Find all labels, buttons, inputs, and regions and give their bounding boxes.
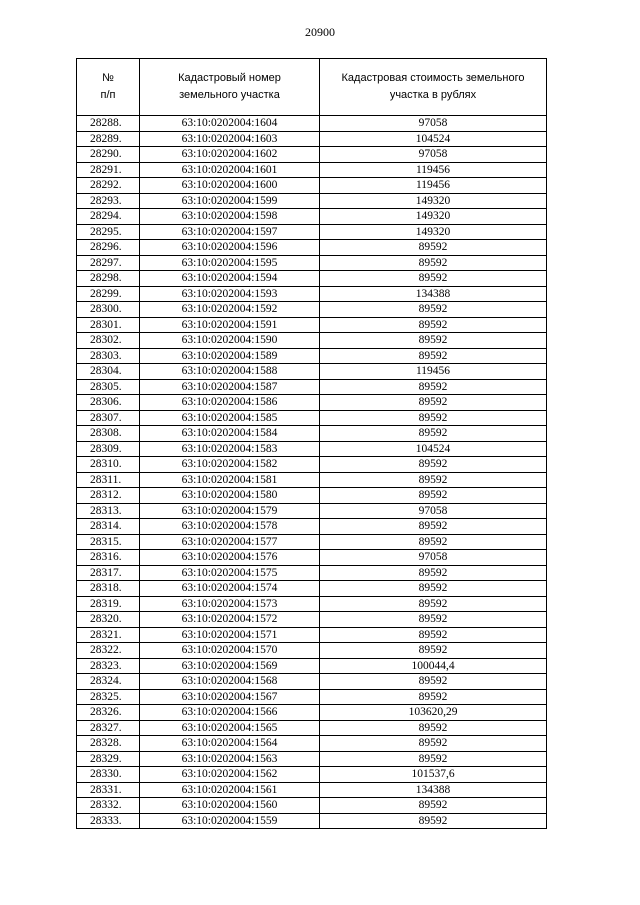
cadastral-value: 89592 (320, 302, 547, 318)
row-index: 28302. (77, 333, 140, 349)
cadastral-value: 89592 (320, 240, 547, 256)
cadastral-number: 63:10:0202004:1592 (140, 302, 320, 318)
row-index: 28304. (77, 364, 140, 380)
row-index: 28305. (77, 379, 140, 395)
cadastral-number: 63:10:0202004:1586 (140, 395, 320, 411)
cadastral-number: 63:10:0202004:1604 (140, 116, 320, 132)
cadastral-value: 89592 (320, 751, 547, 767)
row-index: 28317. (77, 565, 140, 581)
cadastral-number: 63:10:0202004:1567 (140, 689, 320, 705)
cadastral-value: 97058 (320, 116, 547, 132)
cadastral-value-table (76, 58, 547, 829)
cadastral-number: 63:10:0202004:1593 (140, 286, 320, 302)
cadastral-value: 149320 (320, 209, 547, 225)
table-row (77, 534, 547, 550)
header-cadastral-number (140, 59, 320, 116)
row-index: 28312. (77, 488, 140, 504)
row-index: 28321. (77, 627, 140, 643)
row-index: 28330. (77, 767, 140, 783)
cadastral-value: 119456 (320, 178, 547, 194)
row-index: 28326. (77, 705, 140, 721)
row-index: 28315. (77, 534, 140, 550)
table-row (77, 255, 547, 271)
cadastral-number: 63:10:0202004:1594 (140, 271, 320, 287)
table-row (77, 596, 547, 612)
row-index: 28306. (77, 395, 140, 411)
cadastral-number: 63:10:0202004:1583 (140, 441, 320, 457)
cadastral-number: 63:10:0202004:1561 (140, 782, 320, 798)
table-row (77, 348, 547, 364)
table-row (77, 472, 547, 488)
table-row (77, 395, 547, 411)
cadastral-value: 104524 (320, 441, 547, 457)
cadastral-value: 89592 (320, 472, 547, 488)
cadastral-number: 63:10:0202004:1573 (140, 596, 320, 612)
table-row (77, 689, 547, 705)
table-row (77, 457, 547, 473)
table-row (77, 317, 547, 333)
cadastral-number: 63:10:0202004:1597 (140, 224, 320, 240)
cadastral-number: 63:10:0202004:1572 (140, 612, 320, 628)
table-row (77, 736, 547, 752)
row-index: 28320. (77, 612, 140, 628)
cadastral-number: 63:10:0202004:1596 (140, 240, 320, 256)
cadastral-number: 63:10:0202004:1574 (140, 581, 320, 597)
table-row (77, 162, 547, 178)
cadastral-value: 119456 (320, 162, 547, 178)
table-row (77, 286, 547, 302)
row-index: 28293. (77, 193, 140, 209)
header-index (77, 59, 140, 116)
table-row (77, 131, 547, 147)
cadastral-number: 63:10:0202004:1584 (140, 426, 320, 442)
cadastral-value: 89592 (320, 612, 547, 628)
row-index: 28299. (77, 286, 140, 302)
row-index: 28292. (77, 178, 140, 194)
cadastral-value: 119456 (320, 364, 547, 380)
table-row (77, 193, 547, 209)
table-row (77, 565, 547, 581)
cadastral-value: 89592 (320, 813, 547, 829)
page-number: 20900 (305, 25, 335, 39)
cadastral-value: 104524 (320, 131, 547, 147)
table-row (77, 798, 547, 814)
row-index: 28323. (77, 658, 140, 674)
row-index: 28308. (77, 426, 140, 442)
cadastral-value: 149320 (320, 224, 547, 240)
cadastral-value: 149320 (320, 193, 547, 209)
header-cadastral-value (320, 59, 547, 116)
cadastral-number: 63:10:0202004:1582 (140, 457, 320, 473)
row-index: 28327. (77, 720, 140, 736)
row-index: 28316. (77, 550, 140, 566)
cadastral-number: 63:10:0202004:1587 (140, 379, 320, 395)
row-index: 28313. (77, 503, 140, 519)
table-row (77, 519, 547, 535)
cadastral-value: 89592 (320, 720, 547, 736)
cadastral-number: 63:10:0202004:1588 (140, 364, 320, 380)
row-index: 28295. (77, 224, 140, 240)
cadastral-value: 89592 (320, 333, 547, 349)
cadastral-value: 89592 (320, 643, 547, 659)
row-index: 28298. (77, 271, 140, 287)
cadastral-number: 63:10:0202004:1599 (140, 193, 320, 209)
cadastral-value: 97058 (320, 147, 547, 163)
cadastral-value: 89592 (320, 317, 547, 333)
row-index: 28294. (77, 209, 140, 225)
cadastral-number: 63:10:0202004:1603 (140, 131, 320, 147)
cadastral-value: 97058 (320, 503, 547, 519)
cadastral-value: 103620,29 (320, 705, 547, 721)
cadastral-value: 89592 (320, 426, 547, 442)
cadastral-value: 89592 (320, 488, 547, 504)
table-row (77, 705, 547, 721)
cadastral-number: 63:10:0202004:1575 (140, 565, 320, 581)
table-row (77, 550, 547, 566)
cadastral-value: 89592 (320, 348, 547, 364)
header-cadastral-value-line-2: участка в рублях (389, 89, 477, 101)
cadastral-number: 63:10:0202004:1580 (140, 488, 320, 504)
row-index: 28288. (77, 116, 140, 132)
header-row (77, 59, 547, 116)
cadastral-value: 89592 (320, 410, 547, 426)
table-row (77, 627, 547, 643)
cadastral-value: 134388 (320, 782, 547, 798)
header-cadastral-number-line-2: земельного участка (179, 89, 280, 101)
cadastral-number: 63:10:0202004:1568 (140, 674, 320, 690)
cadastral-number: 63:10:0202004:1566 (140, 705, 320, 721)
row-index: 28296. (77, 240, 140, 256)
cadastral-number: 63:10:0202004:1579 (140, 503, 320, 519)
cadastral-number: 63:10:0202004:1560 (140, 798, 320, 814)
row-index: 28300. (77, 302, 140, 318)
row-index: 28331. (77, 782, 140, 798)
row-index: 28310. (77, 457, 140, 473)
table-row (77, 271, 547, 287)
table-row (77, 658, 547, 674)
row-index: 28309. (77, 441, 140, 457)
table-row (77, 503, 547, 519)
table-header (77, 59, 547, 116)
cadastral-value: 134388 (320, 286, 547, 302)
cadastral-value: 89592 (320, 627, 547, 643)
row-index: 28314. (77, 519, 140, 535)
cadastral-number: 63:10:0202004:1590 (140, 333, 320, 349)
header-cadastral-number-line-1: Кадастровый номер (178, 72, 281, 84)
cadastral-number: 63:10:0202004:1600 (140, 178, 320, 194)
cadastral-value: 89592 (320, 379, 547, 395)
table-row (77, 441, 547, 457)
table-row (77, 426, 547, 442)
table-row (77, 209, 547, 225)
row-index: 28319. (77, 596, 140, 612)
table-row (77, 379, 547, 395)
table-row (77, 116, 547, 132)
cadastral-number: 63:10:0202004:1569 (140, 658, 320, 674)
cadastral-number: 63:10:0202004:1570 (140, 643, 320, 659)
cadastral-value: 97058 (320, 550, 547, 566)
row-index: 28303. (77, 348, 140, 364)
cadastral-number: 63:10:0202004:1581 (140, 472, 320, 488)
row-index: 28322. (77, 643, 140, 659)
row-index: 28289. (77, 131, 140, 147)
cadastral-number: 63:10:0202004:1591 (140, 317, 320, 333)
cadastral-number: 63:10:0202004:1601 (140, 162, 320, 178)
cadastral-number: 63:10:0202004:1578 (140, 519, 320, 535)
cadastral-value: 89592 (320, 271, 547, 287)
table-row (77, 720, 547, 736)
cadastral-number: 63:10:0202004:1577 (140, 534, 320, 550)
row-index: 28291. (77, 162, 140, 178)
cadastral-value: 89592 (320, 255, 547, 271)
table-row (77, 767, 547, 783)
cadastral-value: 89592 (320, 798, 547, 814)
row-index: 28329. (77, 751, 140, 767)
cadastral-number: 63:10:0202004:1585 (140, 410, 320, 426)
table-row (77, 612, 547, 628)
row-index: 28333. (77, 813, 140, 829)
table-row (77, 147, 547, 163)
cadastral-number: 63:10:0202004:1559 (140, 813, 320, 829)
table-row (77, 488, 547, 504)
cadastral-value: 89592 (320, 457, 547, 473)
table-row (77, 643, 547, 659)
cadastral-number: 63:10:0202004:1576 (140, 550, 320, 566)
cadastral-value: 89592 (320, 519, 547, 535)
cadastral-number: 63:10:0202004:1562 (140, 767, 320, 783)
row-index: 28318. (77, 581, 140, 597)
cadastral-value: 100044,4 (320, 658, 547, 674)
table-row (77, 302, 547, 318)
table-row (77, 224, 547, 240)
table-row (77, 674, 547, 690)
cadastral-number: 63:10:0202004:1564 (140, 736, 320, 752)
cadastral-value: 89592 (320, 565, 547, 581)
table-row (77, 364, 547, 380)
cadastral-number: 63:10:0202004:1571 (140, 627, 320, 643)
cadastral-number: 63:10:0202004:1565 (140, 720, 320, 736)
table-row (77, 410, 547, 426)
header-cadastral-value-line-1: Кадастровая стоимость земельного (341, 72, 525, 84)
cadastral-number: 63:10:0202004:1595 (140, 255, 320, 271)
cadastral-value: 89592 (320, 674, 547, 690)
row-index: 28324. (77, 674, 140, 690)
table-row (77, 813, 547, 829)
cadastral-value: 89592 (320, 581, 547, 597)
cadastral-value: 89592 (320, 534, 547, 550)
table-row (77, 581, 547, 597)
cadastral-number: 63:10:0202004:1602 (140, 147, 320, 163)
cadastral-number: 63:10:0202004:1589 (140, 348, 320, 364)
cadastral-number: 63:10:0202004:1598 (140, 209, 320, 225)
row-index: 28332. (77, 798, 140, 814)
cadastral-number: 63:10:0202004:1563 (140, 751, 320, 767)
header-index-line-1: № (102, 72, 114, 84)
cadastral-value: 89592 (320, 689, 547, 705)
cadastral-value: 89592 (320, 736, 547, 752)
cadastral-value: 89592 (320, 395, 547, 411)
table-row (77, 782, 547, 798)
table-row (77, 178, 547, 194)
row-index: 28297. (77, 255, 140, 271)
row-index: 28290. (77, 147, 140, 163)
row-index: 28325. (77, 689, 140, 705)
table-row (77, 240, 547, 256)
row-index: 28307. (77, 410, 140, 426)
cadastral-value: 101537,6 (320, 767, 547, 783)
row-index: 28301. (77, 317, 140, 333)
row-index: 28311. (77, 472, 140, 488)
header-index-line-2: п/п (100, 89, 116, 101)
row-index: 28328. (77, 736, 140, 752)
table-body (77, 116, 547, 829)
table-row (77, 751, 547, 767)
table-row (77, 333, 547, 349)
cadastral-value: 89592 (320, 596, 547, 612)
